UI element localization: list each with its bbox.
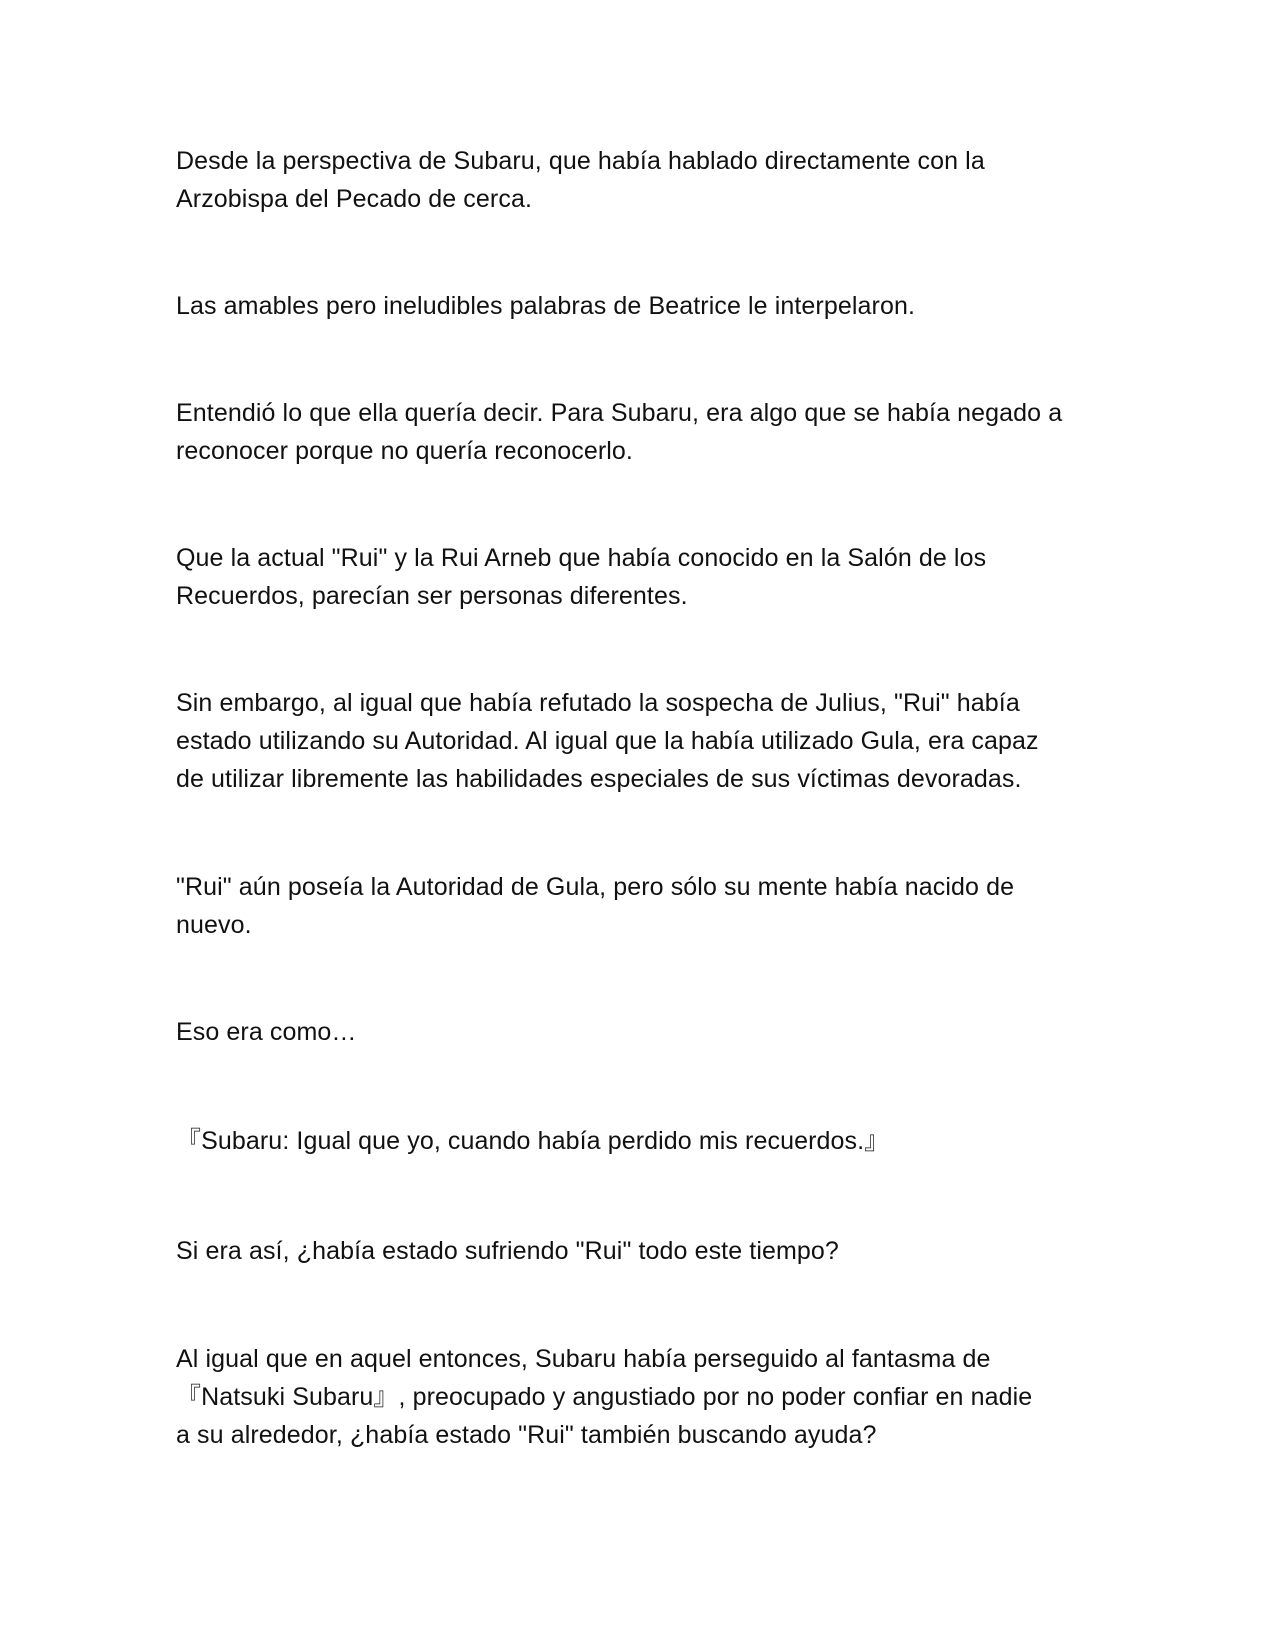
paragraph-line: 『Subaru: Igual que yo, cuando había perdido mis recuerdos.』 [176,1127,890,1155]
paragraph-5 [176,684,1116,798]
paragraph-4 [176,539,1116,615]
paragraph-7 [176,1013,1116,1051]
paragraph-10 [176,1340,1116,1454]
paragraph-line: Que la actual "Rui" y la Rui Arneb que había conocido en la Salón de los [176,544,987,572]
paragraph-line: Arzobispa del Pecado de cerca. [176,185,532,213]
paragraph-8-quote [176,1122,1116,1160]
paragraph-line: Al igual que en aquel entonces, Subaru había perseguido al fantasma de [176,1345,991,1373]
paragraph-6 [176,868,1116,944]
paragraph-1 [176,142,1116,218]
paragraph-line: Sin embargo, al igual que había refutado la sospecha de Julius, "Rui" había [176,689,1020,717]
paragraph-line: 『Natsuki Subaru』, preocupado y angustiado por no poder confiar en nadie [176,1383,1033,1411]
paragraph-line: nuevo. [176,911,252,939]
paragraph-line: reconocer porque no quería reconocerlo. [176,437,633,465]
paragraph-line: "Rui" aún poseía la Autoridad de Gula, pero sólo su mente había nacido de [176,873,1015,901]
paragraph-line: a su alrededor, ¿había estado "Rui" también buscando ayuda? [176,1421,877,1449]
paragraph-line: Las amables pero ineludibles palabras de Beatrice le interpelaron. [176,292,915,320]
paragraph-line: Si era así, ¿había estado sufriendo "Rui" todo este tiempo? [176,1237,839,1265]
paragraph-line: estado utilizando su Autoridad. Al igual que la había utilizado Gula, era capaz [176,727,1039,755]
paragraph-line: Entendió lo que ella quería decir. Para Subaru, era algo que se había negado a [176,399,1063,427]
paragraph-line: Eso era como… [176,1018,357,1046]
paragraph-9 [176,1232,1116,1270]
paragraph-3 [176,394,1116,470]
paragraph-line: Recuerdos, parecían ser personas diferentes. [176,582,688,610]
paragraph-line: de utilizar libremente las habilidades especiales de sus víctimas devoradas. [176,765,1022,793]
paragraph-line: Desde la perspectiva de Subaru, que había hablado directamente con la [176,147,985,175]
paragraph-2 [176,287,1116,325]
